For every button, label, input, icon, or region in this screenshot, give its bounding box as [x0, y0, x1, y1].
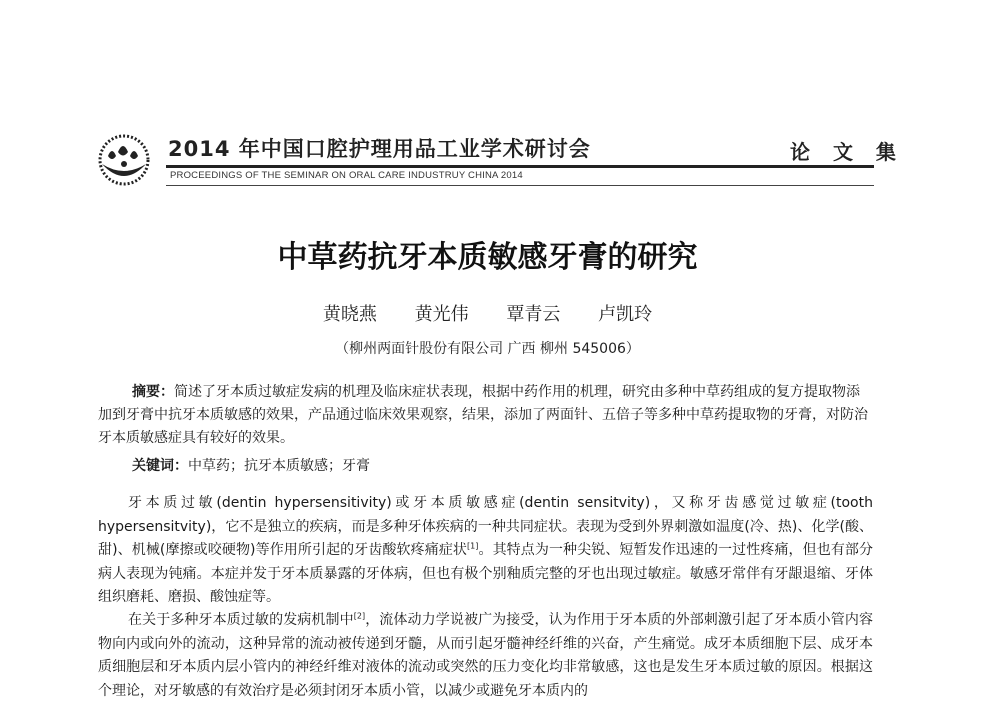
abstract [98, 381, 873, 450]
paragraph-text: 牙本质过敏(dentin hypersensitivity)或牙本质敏感症(dentin sensitvity)，又称牙齿感觉过敏症(tooth hypersensitvity)，它不是独立的疾病，而是多种牙体疾病的一种共同症状。表现为受到外界刺激如温度(冷、热)、化学(酸、甜)、机械(摩擦或咬硬物)等作用所引起的牙齿酸软疼痛症状 [98, 495, 873, 558]
seminar-subtitle: PROCEEDINGS OF THE SEMINAR ON ORAL CARE INDUSTRUY CHINA 2014 [170, 170, 523, 181]
paragraph-text: 。其特点为一种尖锐、短暂发作迅速的一过性疼痛，但也有部分病人表现为钝痛。本症并发于牙本质暴露的牙体病，但也有极个别釉质完整的牙也出现过敏症。敏感牙常伴有牙龈退缩、牙体组织磨耗、磨损、酸蚀症等。 [98, 542, 874, 605]
author-name: 覃青云 [506, 304, 561, 325]
author-list [0, 300, 975, 326]
keywords-label: 关键词： [132, 458, 188, 474]
author-affiliation: （柳州两面针股份有限公司 广西 柳州 545006） [335, 341, 640, 357]
author-name: 黄晓燕 [322, 304, 377, 325]
abstract-label: 摘要： [132, 384, 174, 400]
proceedings-label: 论 文 集 [790, 140, 904, 164]
header-rule-thin [166, 185, 874, 186]
paragraph-text: ，流体动力学说被广为接受，认为作用于牙本质的外部刺激引起了牙本质小管内容物向内或向外的流动，这种异常的流动被传递到牙髓，从而引起牙髓神经纤维的兴奋，产生痛觉。成牙本质细胞下层、成牙本质细胞层和牙本质内层小管内的神经纤维对液体的流动或突然的压力变化均非常敏感，这也是发生牙本质过敏的原因。根据这个理论，对牙敏感的有效治疗是必须封闭牙本质小管，以减少或避免牙本质内的 [98, 612, 874, 699]
keywords-text: 中草药；抗牙本质敏感；牙膏 [188, 458, 370, 474]
abstract-text: 简述了牙本质过敏症发病的机理及临床症状表现，根据中药作用的机理，研究由多种中草药组成的复方提取物添加到牙膏中抗牙本质敏感的效果，产品通过临床效果观察，结果，添加了两面针、五倍子等多种中草药提取物的牙膏，对防治牙本质敏感症具有较好的效果。 [98, 384, 868, 446]
author-name: 卢凯玲 [598, 304, 653, 325]
author-name: 黄光伟 [414, 304, 469, 325]
keywords [132, 455, 370, 475]
paragraph-text: 在关于多种牙本质过敏的发病机制中 [128, 612, 354, 628]
citation-ref: [1] [467, 541, 479, 551]
body-paragraph [98, 609, 873, 703]
body-paragraph [98, 492, 873, 610]
seminar-logo-icon [94, 128, 154, 188]
header-rule [166, 165, 874, 168]
seminar-title: 2014 年中国口腔护理用品工业学术研讨会 [168, 137, 591, 161]
citation-ref: [2] [353, 611, 366, 621]
paper-title: 中草药抗牙本质敏感牙膏的研究 [277, 240, 698, 275]
